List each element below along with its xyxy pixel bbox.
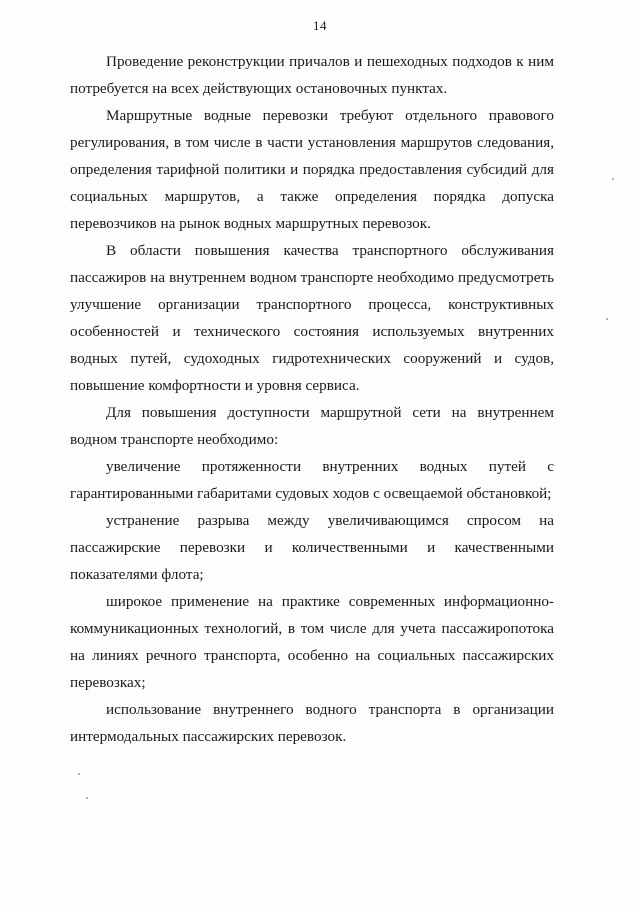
paragraph: Проведение реконструкции причалов и пешеходных подходов к ним потребуется на всех действующих остановочных пунктах. [70,53,554,97]
scan-speck [612,178,614,180]
list-item: увеличение протяженности внутренних водных путей с гарантированными габаритами судовых ходов с освещаемой обстановкой; [70,458,554,502]
list-item: использование внутреннего водного транспорта в организации интермодальных пассажирских перевозок. [70,701,554,745]
paragraph: В области повышения качества транспортного обслуживания пассажиров на внутреннем водном транспорте необходимо предусмотреть улучшение организации транспортного процесса, конструктивных особенностей и технического состояния используемых внутренних водных путей, судоходных гидротехнических сооружений и судов, повышение комфортности и уровня сервиса. [70,242,554,394]
page-number: 14 [313,18,327,33]
list-item: широкое применение на практике современных информационно-коммуникационных технологий, в том числе для учета пассажиропотока на линиях речного транспорта, особенно на социальных пассажирских перевозках; [70,593,554,691]
scan-speck [606,318,608,320]
scan-speck [86,797,88,799]
paragraph: Маршрутные водные перевозки требуют отдельного правового регулирования, в том числе в части установления маршрутов следования, определения тарифной политики и порядка предоставления субсидий для социальных маршрутов, а также определения порядка допуска перевозчиков на рынок водных маршрутных перевозок. [70,107,554,232]
list-item: устранение разрыва между увеличивающимся спросом на пассажирские перевозки и количественными и качественными показателями флота; [70,512,554,583]
paragraph: Для повышения доступности маршрутной сети на внутреннем водном транспорте необходимо: [70,404,554,448]
scan-speck [78,773,80,775]
document-body [70,48,554,750]
